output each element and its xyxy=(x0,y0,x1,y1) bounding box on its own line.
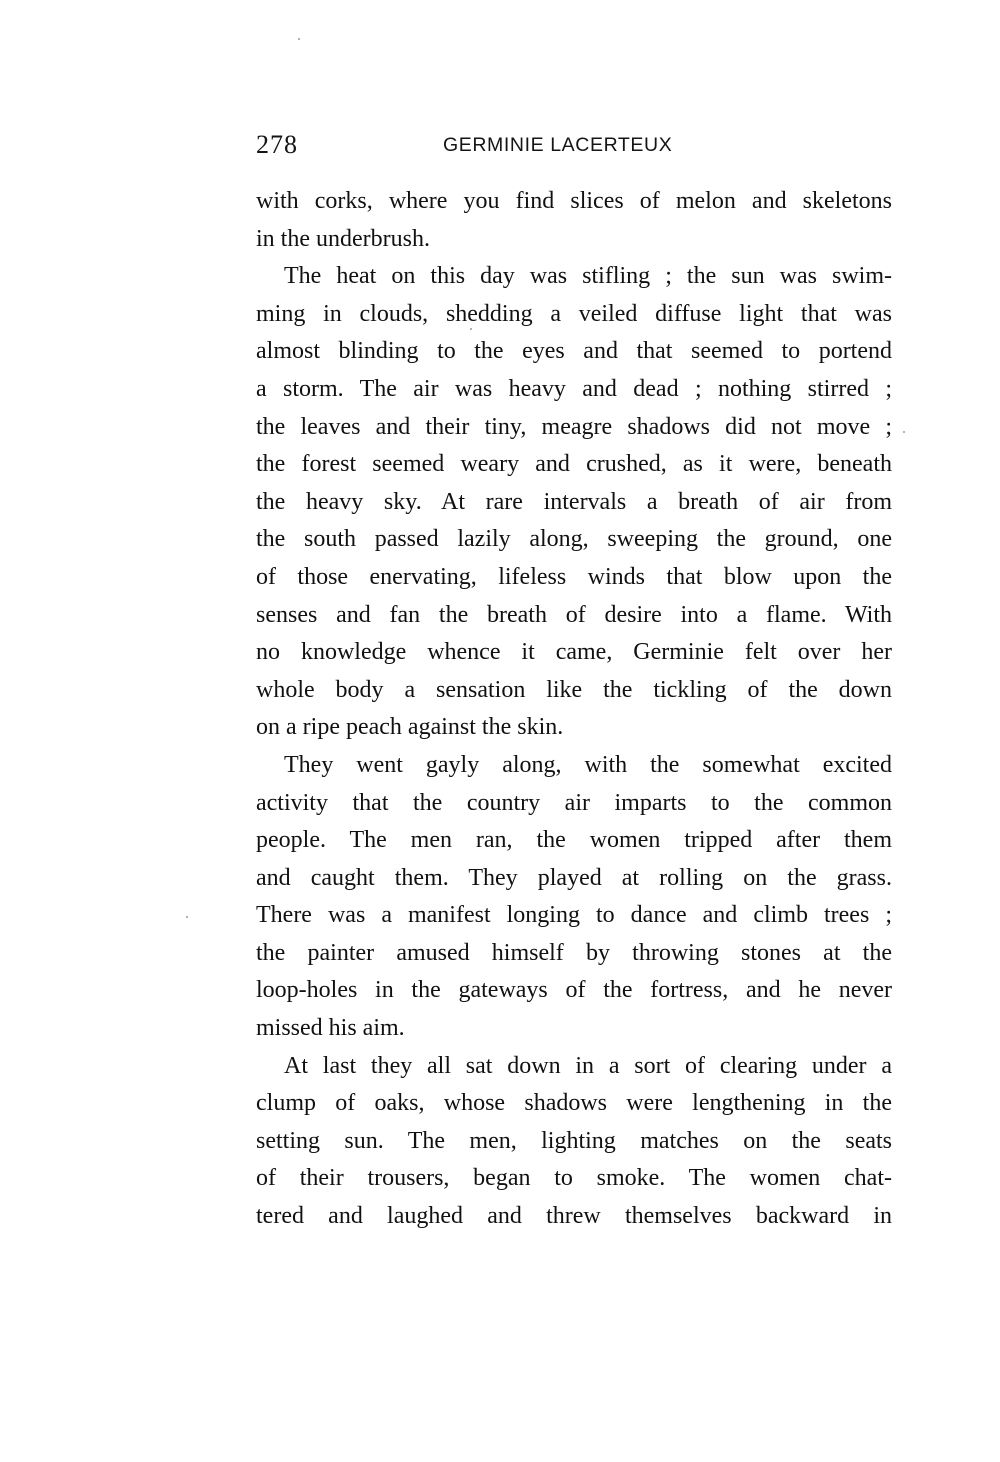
text-line: of their trousers, began to smoke. The women chat- xyxy=(256,1165,892,1192)
text-line: the south passed lazily along, sweeping the ground, one xyxy=(256,526,892,553)
paragraph xyxy=(256,747,892,1048)
body-text xyxy=(256,183,892,1236)
text-line: the forest seemed weary and crushed, as it were, beneath xyxy=(256,451,892,478)
paper-speck xyxy=(186,916,188,918)
text-line: the leaves and their tiny, meagre shadows did not move ; xyxy=(256,413,892,440)
text-line: The heat on this day was stifling ; the sun was swim- xyxy=(284,263,892,290)
text-line: They went gayly along, with the somewhat excited xyxy=(284,751,892,778)
text-line: clump of oaks, whose shadows were lengthening in the xyxy=(256,1090,892,1117)
paragraph xyxy=(256,258,892,747)
text-line: a storm. The air was heavy and dead ; nothing stirred ; xyxy=(256,375,892,402)
text-line: There was a manifest longing to dance and climb trees ; xyxy=(256,902,892,929)
text-line: with corks, where you find slices of melon and skeletons xyxy=(256,188,892,214)
paragraph xyxy=(256,1048,892,1236)
paper-speck xyxy=(298,38,300,40)
text-line: no knowledge whence it came, Germinie felt over her xyxy=(256,639,892,666)
text-line: of those enervating, lifeless winds that blow upon the xyxy=(256,563,892,590)
running-title: GERMINIE LACERTEUX xyxy=(443,134,673,156)
text-line: almost blinding to the eyes and that seemed to portend xyxy=(256,338,892,365)
text-line: whole body a sensation like the tickling of the down xyxy=(256,676,892,703)
text-line: missed his aim. xyxy=(256,1015,405,1042)
text-line: the heavy sky. At rare intervals a breath of air from xyxy=(256,488,892,515)
text-line: ming in clouds, shedding a veiled diffuse light that was xyxy=(256,300,892,327)
paragraph xyxy=(256,183,892,258)
text-line: At last they all sat down in a sort of clearing under a xyxy=(284,1052,892,1079)
page-number: 278 xyxy=(256,130,298,159)
text-line: senses and fan the breath of desire into a flame. With xyxy=(256,601,892,628)
text-line: activity that the country air imparts to the common xyxy=(256,789,892,816)
text-line: people. The men ran, the women tripped after them xyxy=(256,827,892,854)
text-line: the painter amused himself by throwing stones at the xyxy=(256,939,892,966)
page-header xyxy=(256,130,890,164)
text-line: loop-holes in the gateways of the fortress, and he never xyxy=(256,977,892,1004)
text-line: and caught them. They played at rolling on the grass. xyxy=(256,864,892,891)
text-line: tered and laughed and threw themselves backward in xyxy=(256,1203,892,1230)
text-line: in the underbrush. xyxy=(256,225,430,252)
paper-speck xyxy=(903,431,905,433)
text-line: setting sun. The men, lighting matches on the seats xyxy=(256,1127,892,1154)
text-line: on a ripe peach against the skin. xyxy=(256,714,564,741)
